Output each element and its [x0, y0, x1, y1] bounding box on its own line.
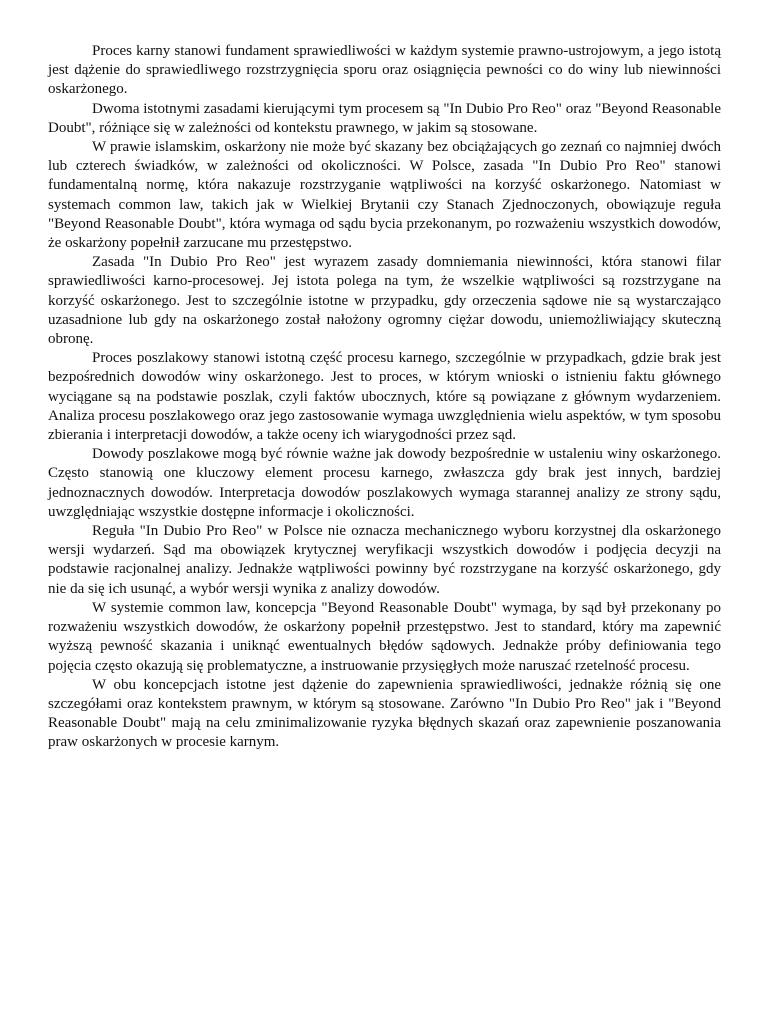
paragraph-7: Reguła "In Dubio Pro Reo" w Polsce nie oznacza mechanicznego wyboru korzystnej dla oskarżonego wersji wydarzeń. Sąd ma obowiązek krytycznej weryfikacji wszystkich dowodów i podjęcia decyzji na podstawie racjonalnej analizy. Jednakże wątpliwości powinny być rozstrzygane na korzyść oskarżonego, gdy nie da się ich usunąć, a wybór wersji wynika z analizy dowodów. — [48, 523, 721, 597]
paragraph-6: Dowody poszlakowe mogą być równie ważne jak dowody bezpośrednie w ustaleniu winy oskarżonego. Często stanowią one kluczowy element procesu karnego, zwłaszcza gdy brak jest innych, bardziej jednoznacznych dowodów. Interpretacja dowodów poszlakowych wymaga starannej analizy ze strony sądu, uwzględniając wszystkie dostępne informacje i okoliczności. — [48, 446, 721, 520]
paragraph-8: W systemie common law, koncepcja "Beyond Reasonable Doubt" wymaga, by sąd był przekonany po rozważeniu wszystkich dowodów, że oskarżony popełnił przestępstwo. Jest to standard, który ma zapewnić wyższą pewność skazania i uniknąć ewentualnych błędów sądowych. Jednakże próby definiowania tego pojęcia często okazują się problematyczne, a instruowanie przysięgłych może naruszać rzetelność procesu. — [48, 599, 721, 674]
paragraph-4: Zasada "In Dubio Pro Reo" jest wyrazem zasady domniemania niewinności, która stanowi filar sprawiedliwości karno-procesowej. Jej istota polega na tym, że wszelkie wątpliwości są rozstrzygane na korzyść oskarżonego. Jest to szczególnie istotne w przypadku, gdy orzeczenia sądowe nie są wystarczająco uzasadnione lub gdy na oskarżonego został nałożony ogromny ciężar dowodu, uniemożliwiający skuteczną obronę. — [48, 254, 721, 348]
paragraph-3: W prawie islamskim, oskarżony nie może być skazany bez obciążających go zeznań co najmniej dwóch lub czterech świadków, w zależności od okoliczności. W Polsce, zasada "In Dubio Pro Reo" stanowi fundamentalną normę, która nakazuje rozstrzyganie wątpliwości na korzyść oskarżonego. Natomiast w systemach common law, takich jak w Wielkiej Brytanii czy Stanach Zjednoczonych, obowiązuje reguła "Beyond Reasonable Doubt", która wymaga od sądu bycia przekonanym, po rozważeniu wszystkich dowodów, że oskarżony popełnił zarzucane mu przestępstwo. — [48, 139, 721, 252]
paragraph-9: W obu koncepcjach istotne jest dążenie do zapewnienia sprawiedliwości, jednakże różnią się one szczegółami oraz kontekstem prawnym, w którym są stosowane. Zarówno "In Dubio Pro Reo" jak i "Beyond Reasonable Doubt" mają na celu zminimalizowanie ryzyka błędnych skazań oraz zapewnienie poszanowania praw oskarżonych w procesie karnym. — [48, 676, 721, 751]
paragraph-2: Dwoma istotnymi zasadami kierującymi tym procesem są "In Dubio Pro Reo" oraz "Beyond Reasonable Doubt", różniące się w zależności od kontekstu prawnego, w jakim są stosowane. — [48, 100, 721, 136]
paragraph-5: Proces poszlakowy stanowi istotną część procesu karnego, szczególnie w przypadkach, gdzie brak jest bezpośrednich dowodów winy oskarżonego. Jest to proces, w którym wnioski o istnieniu faktu głównego wyciągane są na podstawie poszlak, czyli faktów ubocznych, które są powiązane z głównym wydarzeniem. Analiza procesu poszlakowego oraz jego zastosowanie wymaga uwzględnienia wielu aspektów, w tym sposobu zbierania i interpretacji dowodów, a także oceny ich wiarygodności przez sąd. — [48, 350, 721, 444]
paragraph-1: Proces karny stanowi fundament sprawiedliwości w każdym systemie prawno-ustrojowym, a jego istotą jest dążenie do sprawiedliwego rozstrzygnięcia sporu oraz osiągnięcia pewności co do winy lub niewinności oskarżonego. — [48, 43, 721, 98]
document-body — [48, 42, 721, 753]
